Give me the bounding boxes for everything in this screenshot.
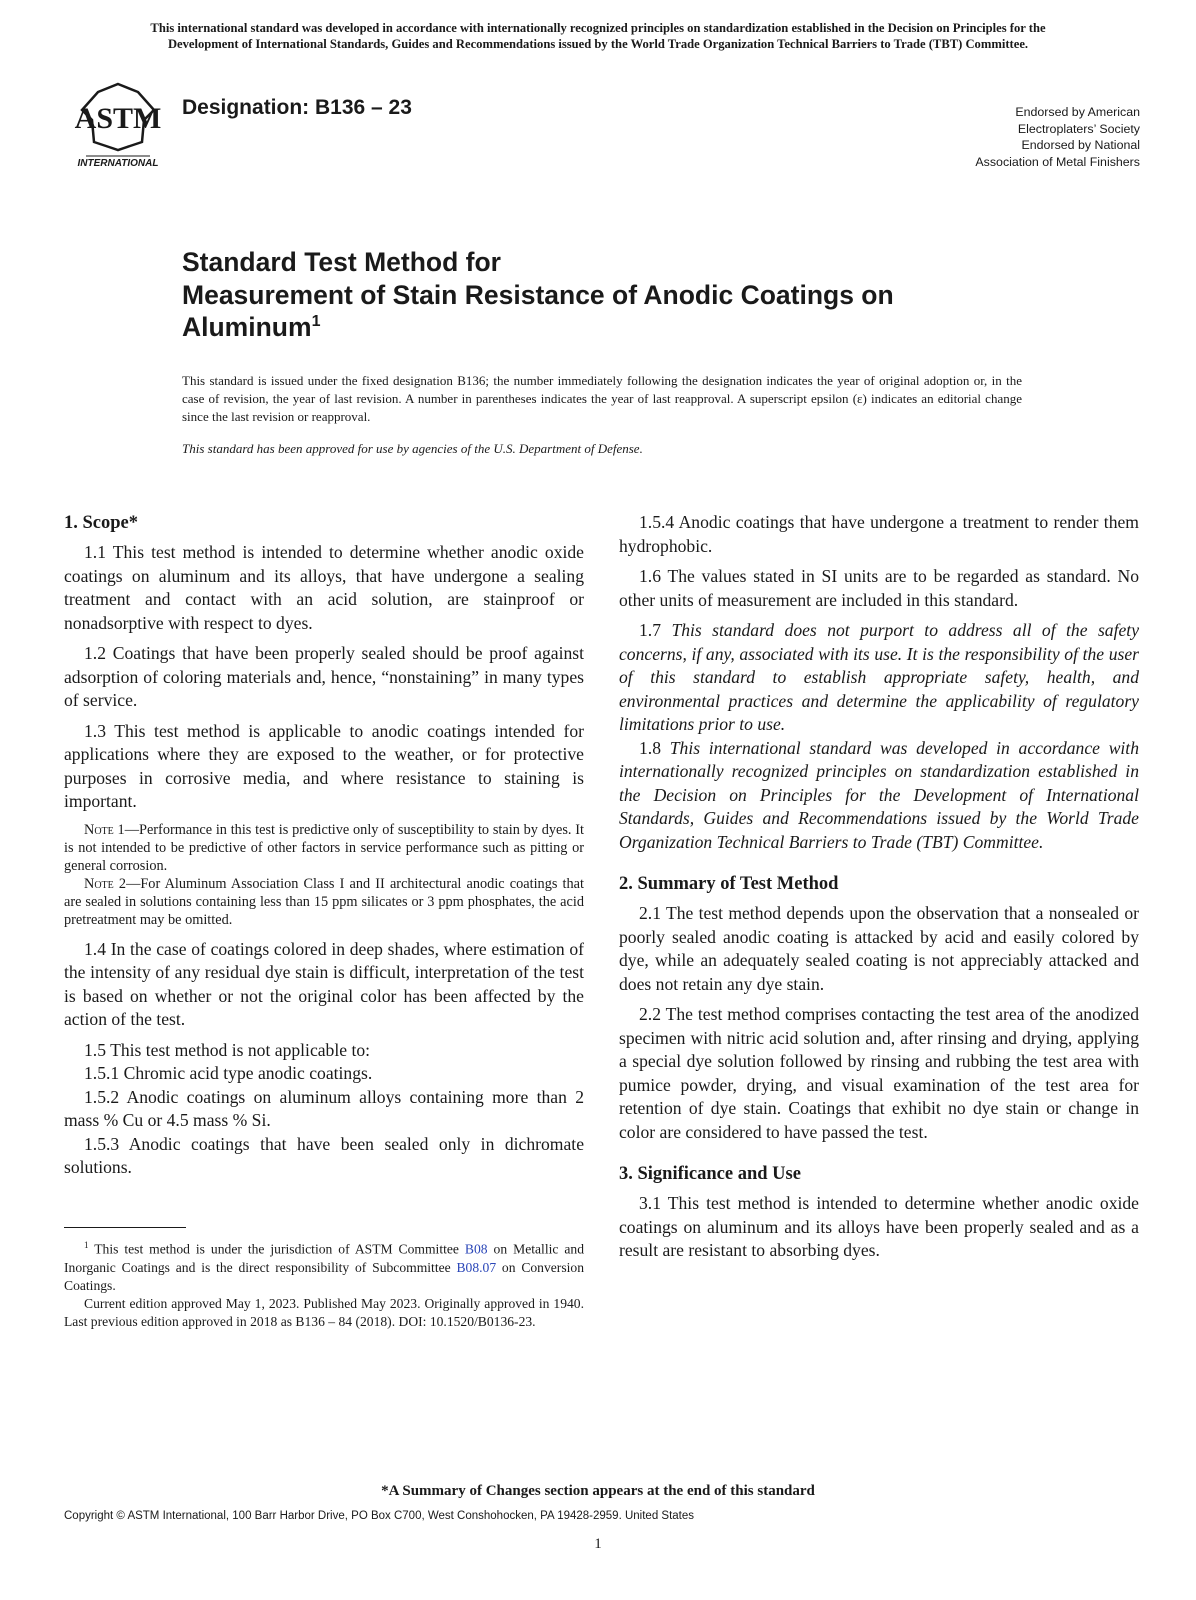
committee-link[interactable]: B08	[464, 1241, 488, 1257]
footnote-text-c: on Conversion Coatings.	[64, 1259, 584, 1293]
note-1-label: Note 1	[84, 821, 125, 838]
note-2-label: Note 2	[84, 875, 127, 892]
footnote-text-a: This test method is under the jurisdiction of ASTM Committee	[88, 1241, 465, 1257]
paragraph-1-5-2: 1.5.2 Anodic coatings on aluminum alloys containing more than 2 mass % Cu or 4.5 mass % Si.	[64, 1086, 584, 1130]
note-2	[64, 875, 584, 929]
title-line3-text: Aluminum	[182, 312, 312, 342]
endorsement-line: Endorsed by American	[1015, 105, 1140, 119]
header-notice-line1: This international standard was developed in accordance with internationally recognized principles on standardization established in the Decision on Principles for the	[150, 21, 1046, 35]
designation: Designation: B136 – 23	[182, 96, 412, 119]
summary-of-changes-notice: *A Summary of Changes section appears at the end of this standard	[381, 1483, 815, 1499]
footnote-mark: 1	[84, 1240, 89, 1250]
paragraph-1-8	[619, 737, 1139, 855]
paragraph-1-2: 1.2 Coatings that have been properly sealed should be proof against adsorption of coloring materials and, hence, “nonstaining” in many types of service.	[64, 643, 584, 710]
paragraph-1-7-text: This standard does not purport to address all of the safety concerns, if any, associated with its use. It is the responsibility of the user of this standard to establish appropriate safety, health, and environmental practices and determine the applicability of regulatory limitations prior to use.	[619, 620, 1139, 734]
footnote-jurisdiction	[64, 1236, 584, 1295]
endorsements	[880, 104, 1140, 170]
header-notice-line2: Development of International Standards, Guides and Recommendations issued by the World Trade Organization Technical Barriers to Trade (TBT) Committee.	[167, 37, 1029, 51]
header-notice	[40, 20, 1156, 52]
paragraph-1-3: 1.3 This test method is applicable to anodic coatings intended for applications where they are exposed to the weather, or for protective purposes in corrosive media, and where resistance to staining is important.	[64, 720, 584, 811]
endorsement-line: Electroplaters’ Society	[1017, 121, 1140, 136]
page-number: 1	[594, 1536, 602, 1552]
paragraph-1-7-number: 1.7	[639, 620, 661, 640]
paragraph-1-8-number: 1.8	[639, 737, 661, 758]
paragraph-1-1: 1.1 This test method is intended to determine whether anodic oxide coatings on aluminum and its alloys, that have undergone a sealing treatment and contact with an acid solution, are stainproof or nonadsorptive with respect to dyes.	[64, 542, 584, 633]
subcommittee-link[interactable]: B08.07	[456, 1259, 497, 1275]
paragraph-1-5: 1.5 This test method is not applicable to:	[84, 1039, 371, 1060]
title-footnote-mark: 1	[311, 313, 321, 331]
dod-approval-statement: This standard has been approved for use by agencies of the U.S. Department of Defense.	[182, 441, 643, 456]
paragraph-1-5-4: 1.5.4 Anodic coatings that have undergone a treatment to render them hydrophobic.	[619, 512, 1139, 556]
logo-text: ASTM	[74, 102, 162, 135]
logo-subtext: INTERNATIONAL	[77, 158, 159, 168]
astm-logo	[68, 80, 168, 168]
footnote-text-b: on Metallic and Inorganic Coatings and is the direct responsibility of Subcommittee	[64, 1241, 584, 1275]
title-line1: Standard Test Method for	[182, 247, 501, 277]
paragraph-2-2: 2.2 The test method comprises contacting the test area of the anodized specimen with nitric acid solution and, after rinsing and drying, applying a special dye solution followed by rinsing and rubbing the test area with pumice powder, drying, and visual examination of the test area for retention of dye stain. Coatings that exhibit no dye stain or change in color are considered to have passed the test.	[619, 1004, 1139, 1142]
section-heading-significance: 3. Significance and Use	[619, 1164, 801, 1184]
section-heading-summary: 2. Summary of Test Method	[619, 874, 839, 894]
copyright: Copyright © ASTM International, 100 Barr Harbor Drive, PO Box C700, West Conshohocken, PA 19428-2959. United States	[64, 1510, 695, 1522]
footnote-divider	[64, 1227, 186, 1228]
note-1-text: —Performance in this test is predictive only of susceptibility to stain by dyes. It is not intended to be predictive of other factors in service performance such as pitting or general corrosion.	[64, 821, 584, 874]
paragraph-2-1: 2.1 The test method depends upon the observation that a nonsealed or poorly sealed anodic coating is attacked by acid and easily colored by dye, while an adequately sealed coating is not appreciably attacked and does not retain any dye stain.	[619, 903, 1139, 994]
paragraph-1-4: 1.4 In the case of coatings colored in deep shades, where estimation of the intensity of any residual dye stain is difficult, interpretation of the test is based on whether or not the original color has been affected by the action of the test.	[64, 938, 584, 1029]
paragraph-1-6: 1.6 The values stated in SI units are to be regarded as standard. No other units of measurement are included in this standard.	[619, 566, 1139, 610]
document-title	[182, 246, 1062, 344]
paragraph-3-1: 3.1 This test method is intended to determine whether anodic oxide coatings on aluminum and its alloys have been properly sealed and as a result are resistant to absorbing dyes.	[619, 1193, 1139, 1260]
left-column	[64, 511, 584, 1180]
title-line3	[182, 311, 1062, 344]
endorsement-line: Endorsed by National	[1021, 138, 1140, 153]
paragraph-1-5-3: 1.5.3 Anodic coatings that have been sealed only in dichromate solutions.	[64, 1133, 584, 1177]
paragraph-1-8-text: This international standard was developed in accordance with internationally recognized principles on standardization established in the Decision on Principles for the Development of International Standards, Guides and Recommendations issued by the World Trade Organization Technical Barriers to Trade (TBT) Committee.	[619, 737, 1139, 852]
footnote-edition: Current edition approved May 1, 2023. Published May 2023. Originally approved in 1940. Last previous edition approved in 2018 as B136 – 84 (2018). DOI: 10.1520/B0136-23.	[64, 1295, 584, 1329]
title-line2: Measurement of Stain Resistance of Anodic Coatings on	[182, 279, 894, 310]
right-column	[619, 511, 1139, 1270]
endorsement-line: Association of Metal Finishers	[975, 154, 1140, 169]
note-2-text: —For Aluminum Association Class I and II architectural anodic coatings that are sealed in solutions containing less than 15 ppm silicates or 3 ppm phosphates, the acid pretreatment may be omitted.	[64, 875, 584, 928]
section-heading-scope: 1. Scope*	[64, 513, 138, 533]
footnote	[64, 1236, 584, 1331]
note-1	[64, 821, 584, 875]
paragraph-1-5-1: 1.5.1 Chromic acid type anodic coatings.	[84, 1063, 373, 1083]
issued-statement: This standard is issued under the fixed designation B136; the number immediately following the designation indicates the year of original adoption or, in the case of revision, the year of last revision. A number in parentheses indicates the year of last reapproval. A superscript epsilon (ε) indicates an editorial change since the last revision or reapproval.	[182, 373, 1022, 424]
paragraph-1-7	[619, 619, 1139, 737]
